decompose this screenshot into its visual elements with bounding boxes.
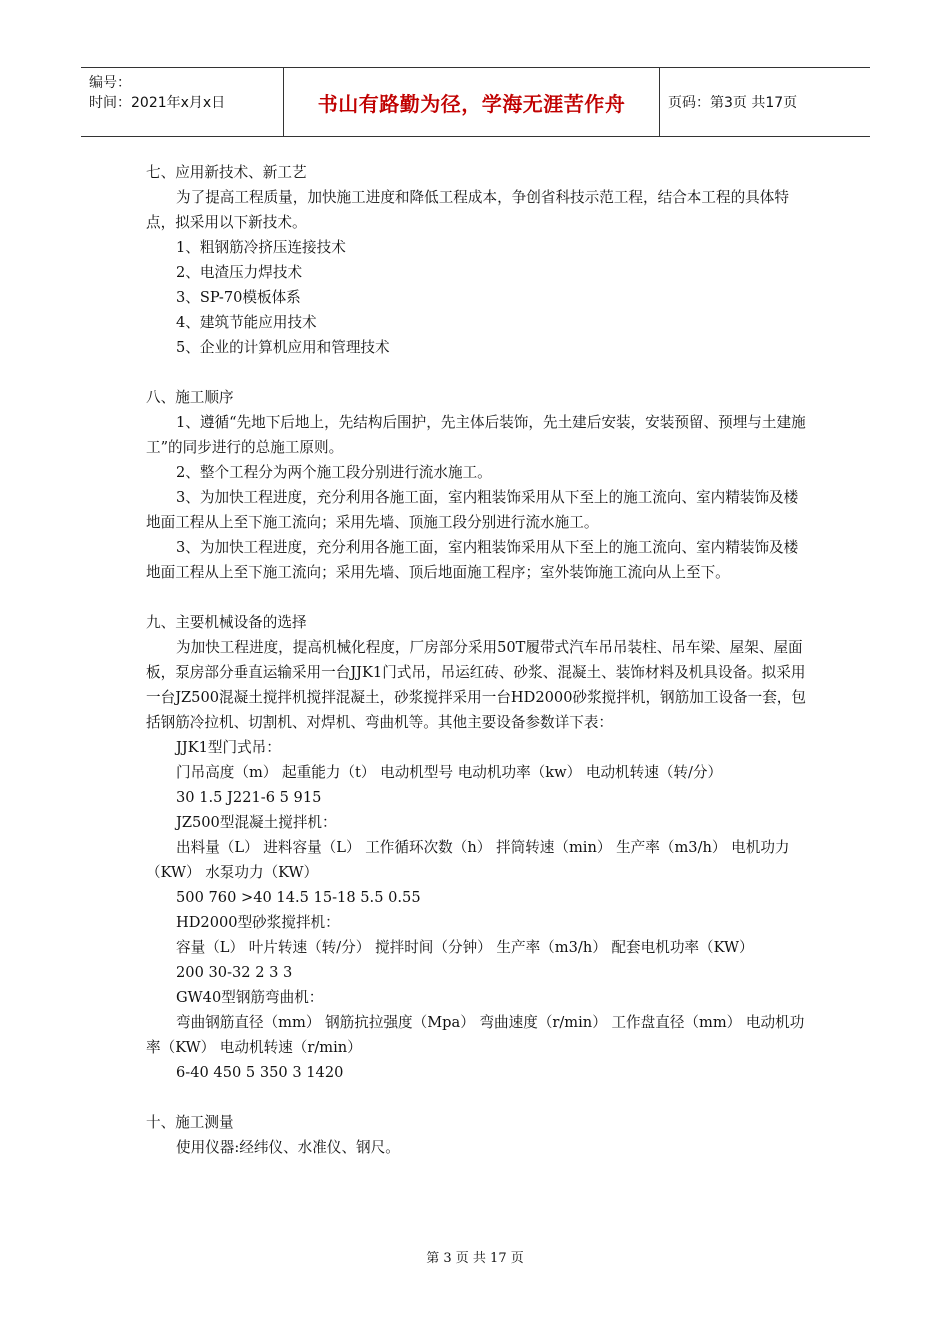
page-header	[81, 67, 870, 137]
section-title-8: 八、施工顺序	[146, 389, 234, 406]
equipment-name: JJK1型门式吊：	[176, 739, 281, 756]
serial-number-label: 编号：	[89, 75, 131, 91]
paragraph: 3、为加快工程进度，充分利用各施工面，室内粗装饰采用从下至上的施工流向、室内精装饰及楼地面工程从上至下施工流向；采用先墙、顶施工段分别进行流水施工。	[146, 489, 799, 531]
list-item: 4、建筑节能应用技术	[176, 314, 317, 331]
document-body	[146, 160, 806, 1160]
paragraph: 2、整个工程分为两个施工段分别进行流水施工。	[176, 464, 492, 481]
date-label: 时间：2021年x月x日	[89, 95, 226, 111]
list-item: 3、SP-70模板体系	[176, 289, 301, 306]
equipment-name: GW40型钢筋弯曲机：	[176, 989, 324, 1006]
header-meta	[81, 68, 283, 136]
equipment-param-values: 500 760 >40 14.5 15-18 5.5 0.55	[176, 889, 421, 906]
section-9-intro: 为加快工程进度，提高机械化程度，厂房部分采用50T履带式汽车吊吊装柱、吊车梁、屋架、屋面板，泵房部分垂直运输采用一台JJK1门式吊，吊运红砖、砂浆、混凝土、装饰材料及机具设备。拟采用一台JZ500混凝土搅拌机搅拌混凝土，砂浆搅拌采用一台HD2000砂浆搅拌机，钢筋加工设备一套，包括钢筋冷拉机、切割机、对焊机、弯曲机等。其他主要设备参数详下表：	[146, 639, 806, 731]
list-item: 5、企业的计算机应用和管理技术	[176, 339, 390, 356]
list-item: 1、粗钢筋冷挤压连接技术	[176, 239, 346, 256]
equipment-name: HD2000型砂浆搅拌机：	[176, 914, 340, 931]
equipment-param-values: 200 30-32 2 3 3	[176, 964, 293, 981]
paragraph: 1、遵循“先地下后地上，先结构后围护，先主体后装饰，先土建后安装，安装预留、预埋与土建施工”的同步进行的总施工原则。	[146, 414, 806, 456]
equipment-param-header: 门吊高度（m） 起重能力（t） 电动机型号 电动机功率（kw） 电动机转速（转/分）	[176, 764, 723, 781]
paragraph: 使用仪器:经纬仪、水准仪、钢尺。	[176, 1139, 400, 1156]
page-footer: 第 3 页 共 17 页	[426, 1251, 524, 1266]
equipment-param-header: 容量（L） 叶片转速（转/分） 搅拌时间（分钟） 生产率（m3/h） 配套电机功率（KW）	[176, 939, 754, 956]
section-7-intro: 为了提高工程质量，加快施工进度和降低工程成本，争创省科技示范工程，结合本工程的具体特点，拟采用以下新技术。	[146, 189, 789, 231]
equipment-param-header: 出料量（L） 进料容量（L） 工作循环次数（h） 拌筒转速（min） 生产率（m3/h） 电机功力（KW） 水泵功力（KW）	[146, 839, 790, 881]
section-title-7: 七、应用新技术、新工艺	[146, 164, 307, 181]
equipment-name: JZ500型混凝土搅拌机：	[176, 814, 337, 831]
equipment-param-values: 6-40 450 5 350 3 1420	[176, 1064, 344, 1081]
list-item: 2、电渣压力焊技术	[176, 264, 303, 281]
section-title-9: 九、主要机械设备的选择	[146, 614, 307, 631]
motto: 书山有路勤为径，学海无涯苦作舟	[283, 68, 660, 136]
equipment-param-header: 弯曲钢筋直径（mm） 钢筋抗拉强度（Mpa） 弯曲速度（r/min） 工作盘直径（mm） 电动机功率（KW） 电动机转速（r/min）	[146, 1014, 805, 1056]
equipment-param-values: 30 1.5 J221-6 5 915	[176, 789, 322, 806]
page-info: 页码：第3页 共17页	[668, 95, 798, 111]
section-title-10: 十、施工测量	[146, 1114, 234, 1131]
paragraph: 3、为加快工程进度，充分利用各施工面，室内粗装饰采用从下至上的施工流向、室内精装饰及楼地面工程从上至下施工流向；采用先墙、顶后地面施工程序；室外装饰施工流向从上至下。	[146, 539, 799, 581]
